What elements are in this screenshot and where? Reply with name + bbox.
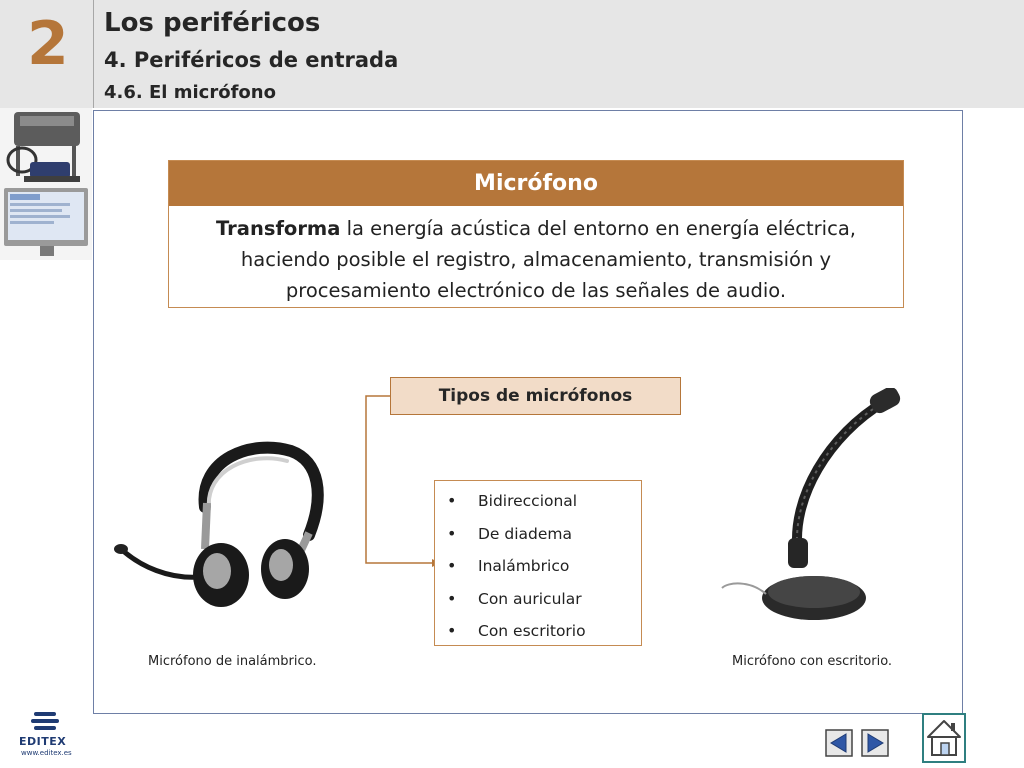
caption-right: Micrófono con escritorio. — [732, 654, 893, 669]
caption-left: Micrófono de inalámbrico. — [148, 654, 317, 669]
list-item: • De diadema — [435, 518, 641, 551]
list-item: • Bidireccional — [435, 485, 641, 518]
definition-heading: Micrófono — [169, 161, 903, 206]
logo-url: www.editex.es — [21, 749, 72, 757]
previous-slide-button[interactable] — [825, 729, 853, 757]
types-label: Tipos de micrófonos — [390, 377, 681, 415]
desk-microphone-image — [720, 388, 910, 624]
definition-box — [168, 160, 904, 308]
definition-lead-word: Transforma — [216, 217, 341, 240]
list-item: • Con auricular — [435, 583, 641, 616]
types-list — [434, 480, 642, 646]
logo-name: EDITEX — [19, 735, 67, 748]
chapter-number: 2 — [27, 9, 69, 79]
list-item: • Inalámbrico — [435, 550, 641, 583]
list-item: • Con escritorio — [435, 615, 641, 648]
page-subtitle: 4. Periféricos de entrada — [104, 48, 399, 72]
definition-body: la energía acústica del entorno en energía eléctrica, haciendo posible el registro, almacenamiento, transmisión y procesamiento electrónico de las señales de audio. — [240, 217, 856, 302]
section-title: 4.6. El micrófono — [104, 82, 276, 103]
peripherals-thumbnail-image — [0, 108, 92, 260]
headset-microphone-image — [113, 437, 330, 612]
next-slide-button[interactable] — [861, 729, 889, 757]
header-bar — [0, 0, 1024, 108]
definition-text — [169, 206, 903, 306]
page-title: Los periféricos — [104, 8, 321, 38]
header-divider — [93, 0, 94, 108]
home-button[interactable] — [922, 713, 966, 763]
